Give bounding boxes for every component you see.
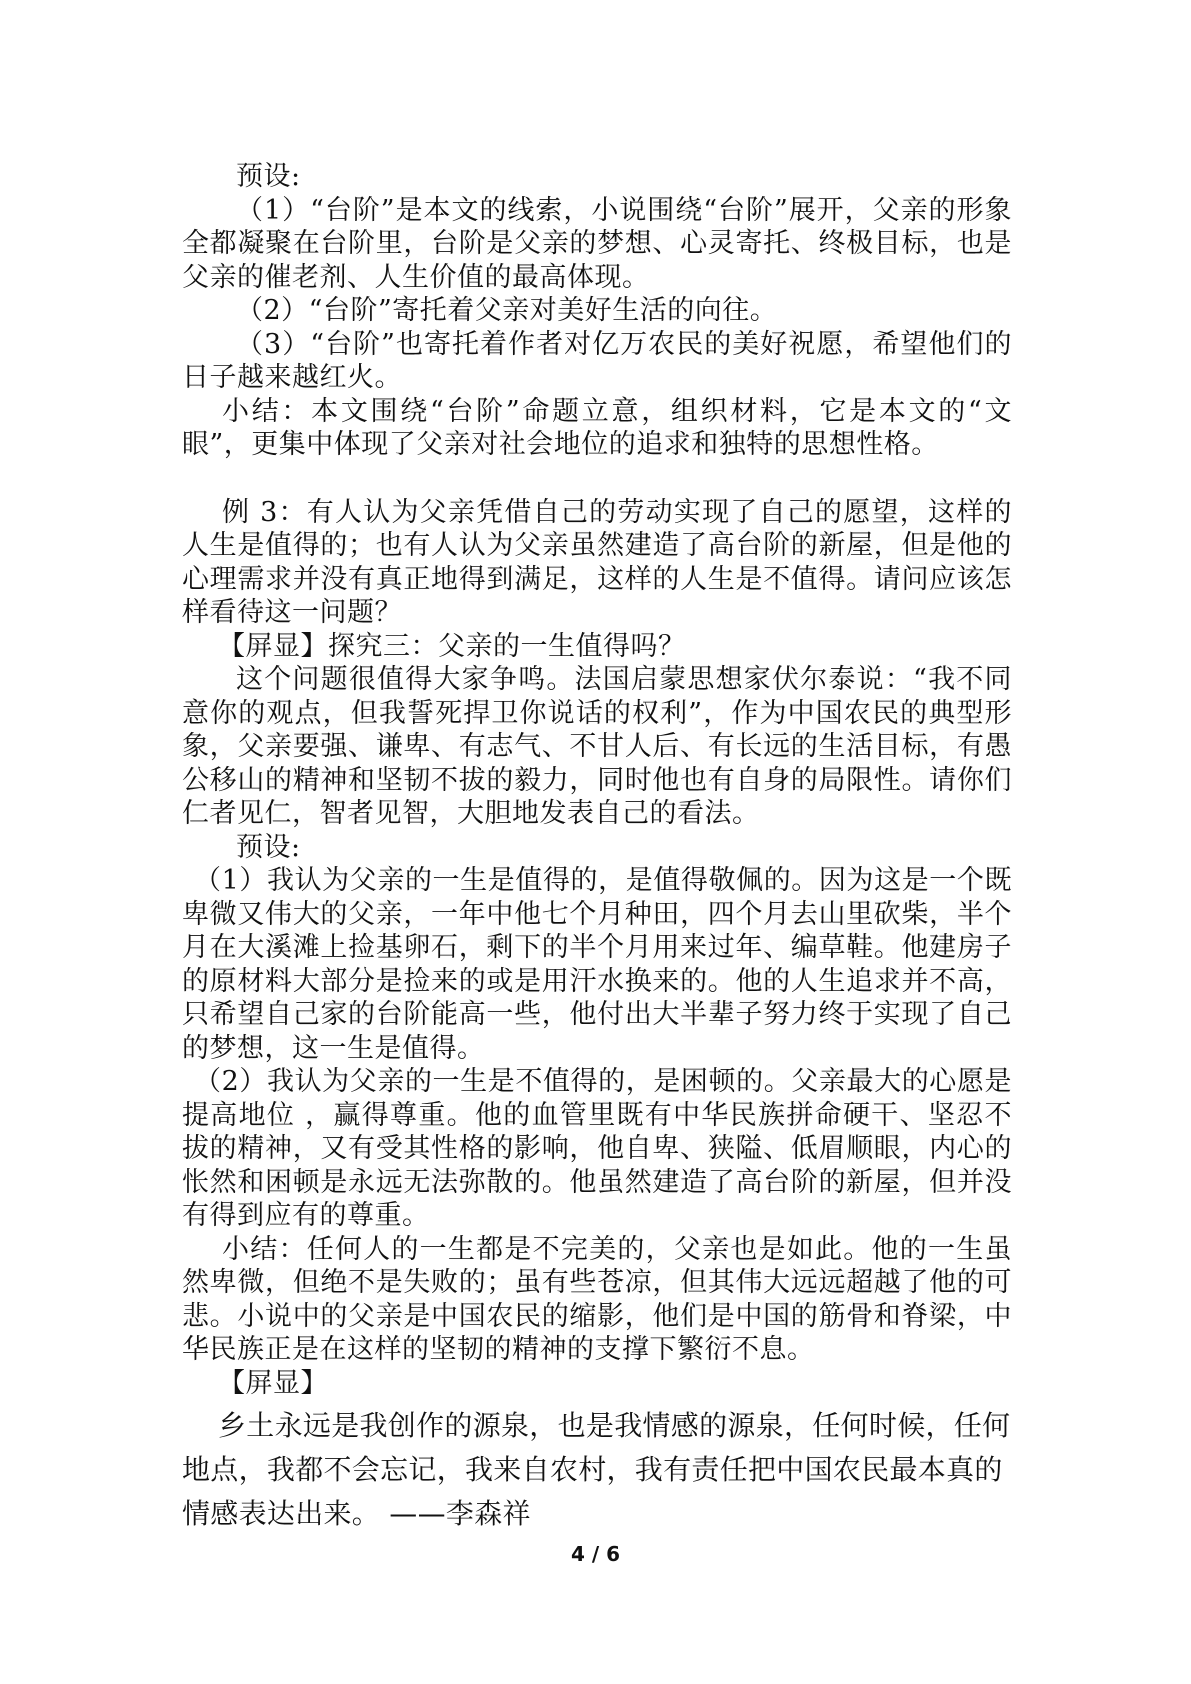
paragraph-view-not-worthy: （2）我认为父亲的一生是不值得的，是困顿的。父亲最大的心愿是提高地位 ，赢得尊重。他的血管里既有中华民族拼命硬干、坚忍不拔的精神，又有受其性格的影响，他自卑、狭隘、低眉顺眼，内心的怅然和困顿是永远无法弥散的。他虽然建造了高台阶的新屋，但并没有得到应有的尊重。 [182, 1066, 1012, 1231]
paragraph-preset-label: 预设: [236, 161, 301, 192]
paragraph-summary-2: 小结：任何人的一生都是不完美的，父亲也是如此。他的一生虽然卑微，但绝不是失败的；虽有些苍凉，但其伟大远远超越了他的可悲。小说中的父亲是中国农民的缩影，他们是中国的筋骨和脊梁，中华民族正是在这样的坚韧的精神的支撑下繁衍不息。 [182, 1233, 1012, 1365]
paragraph-example-3: 例 3：有人认为父亲凭借自己的劳动实现了自己的愿望，这样的人生是值得的；也有人认为父亲虽然建造了高台阶的新屋，但是他的心理需求并没有真正地得到满足，这样的人生是不值得。请问应该怎样看待这一问题？ [182, 496, 1012, 628]
paragraph-preset-3: （3）“台阶”也寄托着作者对亿万农民的美好祝愿，希望他们的日子越来越红火。 [182, 328, 1012, 393]
paragraph-summary-1: 小结：本文围绕“台阶”命题立意，组织材料，它是本文的“文眼”，更集中体现了父亲对社会地位的追求和独特的思想性格。 [182, 395, 1012, 460]
paragraph-gap [182, 462, 1012, 496]
document-body [182, 160, 1012, 1536]
paragraph-preset-label-2: 预设: [236, 831, 301, 863]
author-quote: 乡土永远是我创作的源泉，也是我情感的源泉，任何时候，任何地点，我都不会忘记，我来自农村，我有责任把中国农民最本真的情感表达出来。 ——李森祥 [182, 1409, 1011, 1530]
paragraph-screen-label: 【屏显】 [218, 1367, 328, 1399]
paragraph-screen-inquiry-3: 【屏显】探究三：父亲的一生值得吗？ [218, 630, 686, 662]
paragraph-view-worthy: （1）我认为父亲的一生是值得的，是值得敬佩的。因为这是一个既卑微又伟大的父亲，一年中他七个月种田，四个月去山里砍柴，半个月在大溪滩上捡基卵石，剩下的半个月用来过年、编草鞋。他建房子的原材料大部分是捡来的或是用汗水换来的。他的人生追求并不高，只希望自己家的台阶能高一些，他付出大半辈子努力终于实现了自己的梦想，这一生是值得。 [182, 865, 1012, 1064]
page-number: 4 / 6 [570, 1542, 621, 1566]
paragraph-preset-1: （1）“台阶”是本文的线索，小说围绕“台阶”展开，父亲的形象全都凝聚在台阶里，台阶是父亲的梦想、心灵寄托、终极目标，也是父亲的催老剂、人生价值的最高体现。 [182, 194, 1012, 293]
paragraph-preset-2: （2）“台阶”寄托着父亲对美好生活的向往。 [236, 295, 778, 326]
paragraph-discussion: 这个问题很值得大家争鸣。法国启蒙思想家伏尔泰说：“我不同意你的观点，但我誓死捍卫你说话的权利”，作为中国农民的典型形象，父亲要强、谦卑、有志气、不甘人后、有长远的生活目标，有愚公移山的精神和坚韧不拔的毅力，同时他也有自身的局限性。请你们仁者见仁，智者见智，大胆地发表自己的看法。 [182, 664, 1012, 829]
